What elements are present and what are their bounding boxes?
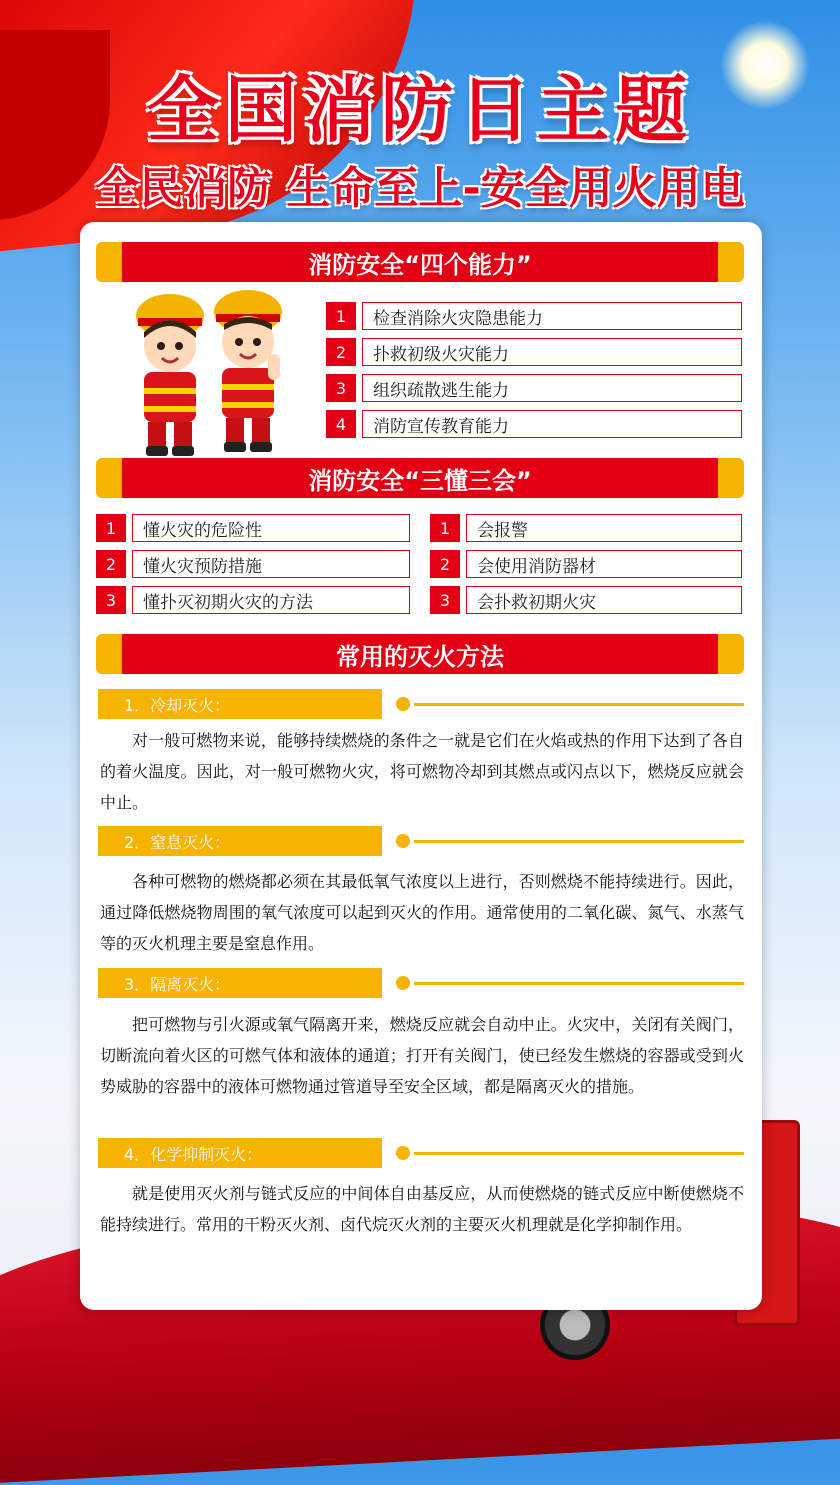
item-text: 组织疏散逃生能力 xyxy=(362,374,742,402)
divider xyxy=(414,982,744,985)
item-number: 4 xyxy=(326,410,356,438)
item-number: 1 xyxy=(430,514,460,542)
divider xyxy=(414,703,744,706)
method-tag: 3．隔离灭火： xyxy=(98,968,382,998)
firefighter-boy-icon xyxy=(208,284,288,454)
dot-icon xyxy=(396,1146,410,1160)
method-tag: 1．冷却灭火： xyxy=(98,689,382,719)
item-number: 3 xyxy=(96,586,126,614)
item-text: 会扑救初期火灾 xyxy=(466,586,742,614)
method-tag: 2．窒息灭火： xyxy=(98,826,382,856)
section-title: 常用的灭火方法 xyxy=(336,642,504,671)
list-item xyxy=(96,514,410,542)
item-number: 3 xyxy=(430,586,460,614)
section-header-three-know-three-can xyxy=(96,458,744,498)
list-item xyxy=(430,550,742,578)
list-item xyxy=(326,302,742,330)
firefighter-girl-icon xyxy=(130,288,210,458)
list-item xyxy=(326,374,742,402)
method-description: 各种可燃物的燃烧都必须在其最低氧气浓度以上进行，否则燃烧不能持续进行。因此，通过降低燃烧物周围的氧气浓度可以起到灭火的作用。通常使用的二氧化碳、氮气、水蒸气等的灭火机理主要是窒息作用。 xyxy=(100,872,744,953)
dot-icon xyxy=(396,976,410,990)
list-item xyxy=(96,586,410,614)
item-text: 检查消除火灾隐患能力 xyxy=(362,302,742,330)
item-number: 2 xyxy=(96,550,126,578)
item-number: 2 xyxy=(326,338,356,366)
page-title: 全国消防日主题 xyxy=(146,68,693,152)
section-title: 消防安全“四个能力” xyxy=(308,250,532,279)
list-item xyxy=(326,338,742,366)
list-item xyxy=(430,586,742,614)
item-number: 2 xyxy=(430,550,460,578)
item-text: 懂扑灭初期火灾的方法 xyxy=(132,586,410,614)
item-number: 3 xyxy=(326,374,356,402)
list-item xyxy=(96,550,410,578)
item-text: 会使用消防器材 xyxy=(466,550,742,578)
divider xyxy=(414,840,744,843)
method-description: 把可燃物与引火源或氧气隔离开来，燃烧反应就会自动中止。火灾中，关闭有关阀门，切断流向着火区的可燃气体和液体的通道；打开有关阀门，使已经发生燃烧的容器或受到火势威胁的容器中的液体可燃物通过管道导至安全区域，都是隔离灭火的措施。 xyxy=(100,1015,744,1096)
divider xyxy=(414,1152,744,1155)
item-number: 1 xyxy=(326,302,356,330)
section-header-fire-methods xyxy=(96,634,744,674)
method-tag: 4．化学抑制灭火： xyxy=(98,1138,382,1168)
item-text: 会报警 xyxy=(466,514,742,542)
item-text: 懂火灾的危险性 xyxy=(132,514,410,542)
section-header-four-abilities xyxy=(96,242,744,282)
item-text: 消防宣传教育能力 xyxy=(362,410,742,438)
item-text: 扑救初级火灾能力 xyxy=(362,338,742,366)
list-item xyxy=(326,410,742,438)
dot-icon xyxy=(396,697,410,711)
list-item xyxy=(430,514,742,542)
method-description: 对一般可燃物来说，能够持续燃烧的条件之一就是它们在火焰或热的作用下达到了各自的着火温度。因此，对一般可燃物火灾，将可燃物冷却到其燃点或闪点以下，燃烧反应就会中止。 xyxy=(100,731,744,812)
item-text: 懂火灾预防措施 xyxy=(132,550,410,578)
content-card xyxy=(80,222,762,1310)
method-description: 就是使用灭火剂与链式反应的中间体自由基反应，从而使燃烧的链式反应中断使燃烧不能持续进行。常用的干粉灭火剂、卤代烷灭火剂的主要灭火机理就是化学抑制作用。 xyxy=(100,1184,744,1234)
section-title: 消防安全“三懂三会” xyxy=(308,466,532,495)
dot-icon xyxy=(396,834,410,848)
page-subtitle: 全民消防 生命至上-安全用火用电 xyxy=(95,163,745,214)
item-number: 1 xyxy=(96,514,126,542)
